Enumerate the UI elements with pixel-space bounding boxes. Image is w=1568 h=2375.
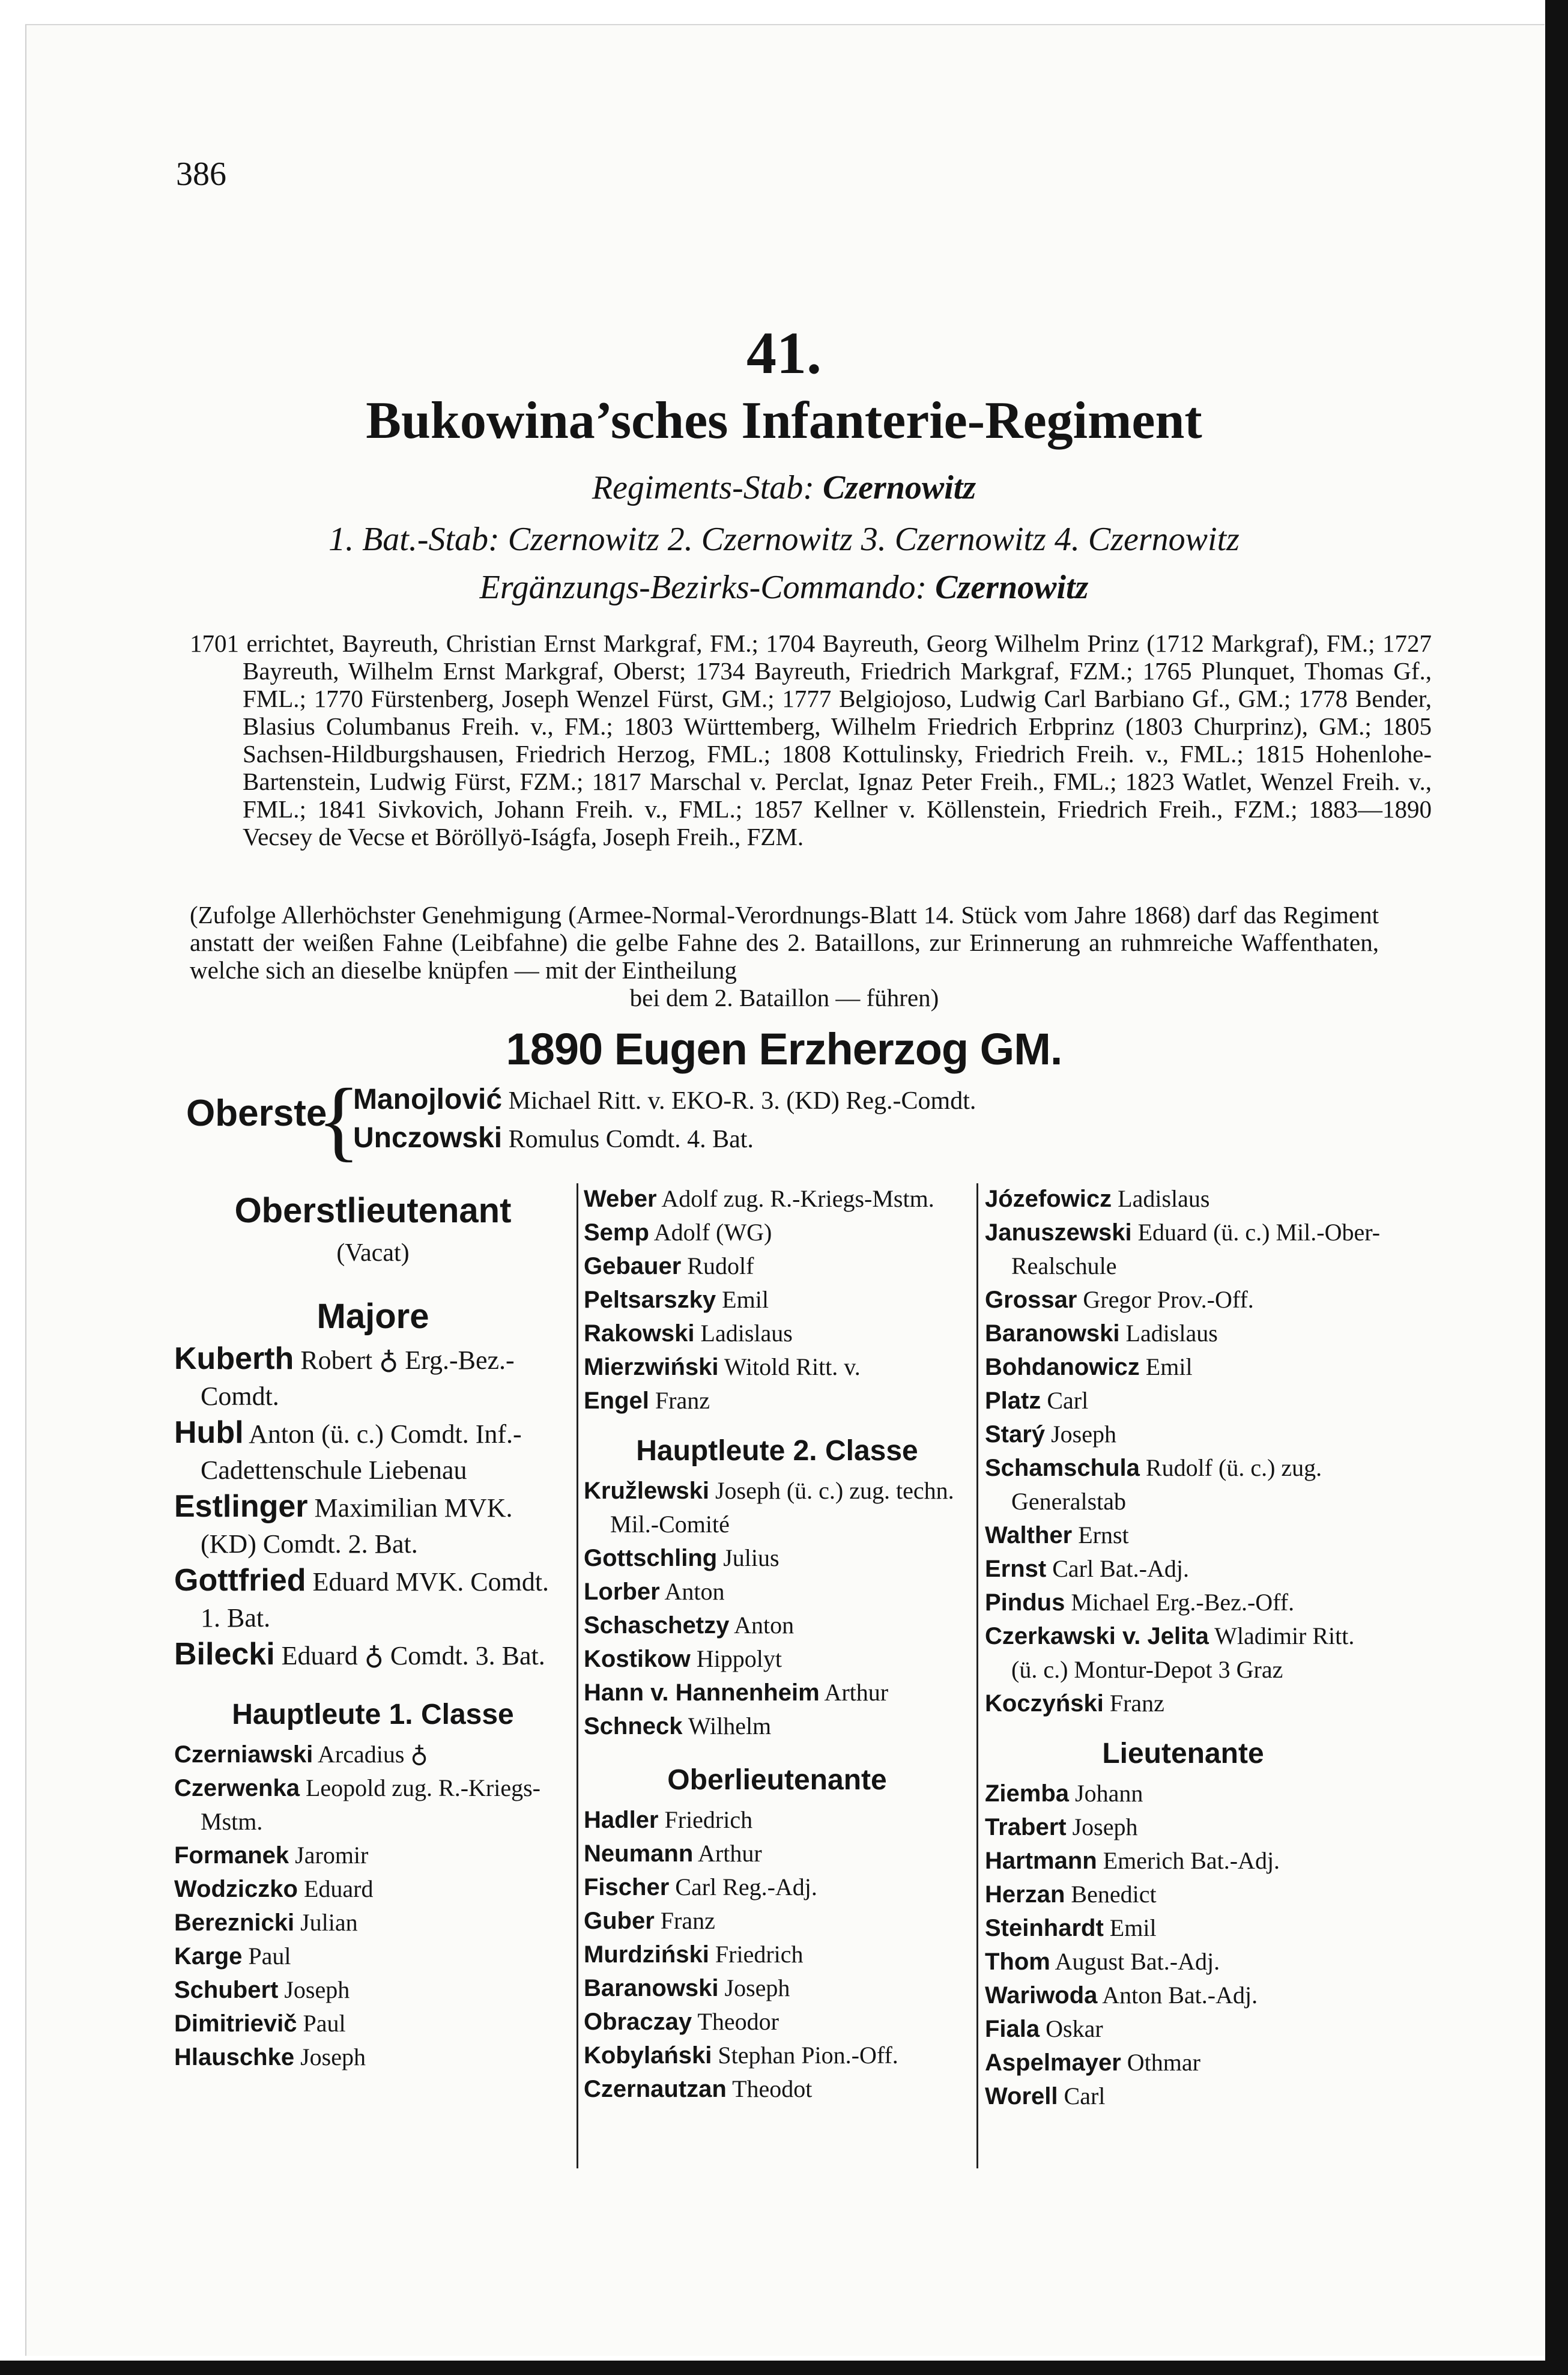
officer-name: Gottfried — [174, 1563, 306, 1598]
officer-details: Joseph (ü. c.) zug. techn. Mil.-Comité — [610, 1477, 954, 1538]
brace-symbol: { — [317, 1070, 360, 1170]
officer-name: Dimitrievič — [174, 2010, 297, 2037]
officer-entry — [985, 1687, 1381, 1720]
officer-entry — [584, 1837, 970, 1870]
officer-details: Theodor — [697, 2008, 779, 2035]
oberst-name: Unczowski — [353, 1122, 503, 1154]
oberst-entry — [353, 1081, 976, 1120]
vacat-note: (Vacat) — [336, 1239, 410, 1267]
officer-name: Czerwenka — [174, 1775, 300, 1801]
officer-details: Rudolf (ü. c.) zug. Generalstab — [1011, 1454, 1322, 1515]
officer-entry — [584, 1575, 970, 1609]
officer-details: Anton Bat.-Adj. — [1102, 1982, 1258, 2009]
officer-name: Neumann — [584, 1840, 694, 1867]
officer-details: Ladislaus — [1118, 1185, 1210, 1212]
page-number: 386 — [176, 156, 226, 193]
officer-name: Januszewski — [985, 1219, 1132, 1246]
officer-entry — [584, 1938, 970, 1971]
officer-entry — [985, 1518, 1381, 1552]
officer-name: Steinhardt — [985, 1915, 1104, 1941]
stab-label: Regiments-Stab: — [592, 469, 814, 506]
officer-details: Carl — [1047, 1387, 1089, 1414]
officer-details: Michael Erg.-Bez.-Off. — [1071, 1589, 1295, 1616]
officer-name: Czernautzan — [584, 2076, 727, 2102]
officer-name: Weber — [584, 1186, 657, 1212]
officer-name: Platz — [985, 1388, 1041, 1414]
officer-entry — [985, 1317, 1381, 1350]
officer-details: Joseph — [284, 1976, 350, 2003]
officer-details: Adolf zug. R.-Kriegs-Mstm. — [661, 1185, 934, 1212]
officer-details: Julian — [300, 1909, 358, 1936]
officer-entry — [174, 1636, 572, 1674]
officer-name: Hartmann — [985, 1848, 1097, 1874]
officer-name: Fischer — [584, 1874, 670, 1900]
lieutenante-list — [985, 1777, 1381, 2113]
officer-entry — [584, 1350, 970, 1384]
officer-details: Paul — [303, 2010, 346, 2037]
officer-name: Formanek — [174, 1842, 289, 1869]
officer-name: Baranowski — [584, 1975, 719, 2001]
officer-name: Schneck — [584, 1713, 683, 1740]
officer-name: Ziemba — [985, 1780, 1070, 1807]
column-middle — [584, 1182, 970, 2106]
officer-details: Ladislaus — [700, 1320, 793, 1347]
section-heading-hauptleute-1: Hauptleute 1. Classe — [232, 1699, 514, 1730]
officer-details: Arthur — [698, 1840, 762, 1867]
oberst-name: Manojlović — [353, 1084, 503, 1115]
officer-name: Kružlewski — [584, 1478, 709, 1504]
officer-entry — [584, 2039, 970, 2072]
officer-entry — [584, 1317, 970, 1350]
officer-details: Hippolyt — [696, 1645, 782, 1672]
officer-entry — [985, 1777, 1381, 1810]
officer-entry — [584, 1870, 970, 1904]
officer-entry — [985, 2046, 1381, 2079]
officer-name: Walther — [985, 1522, 1073, 1548]
ergaenzungs-line — [0, 568, 1568, 607]
officer-details: Eduard MVK. Comdt. 1. Bat. — [201, 1567, 549, 1633]
officer-entry — [985, 2079, 1381, 2113]
officer-entry — [174, 2040, 572, 2074]
officer-entry — [174, 1973, 572, 2007]
officer-entry — [174, 1415, 572, 1488]
officer-details: Emerich Bat.-Adj. — [1103, 1847, 1280, 1874]
officer-name: Hubl — [174, 1415, 244, 1450]
officer-entry — [985, 1979, 1381, 2012]
officer-details: Friedrich — [715, 1941, 804, 1968]
officer-name: Gebauer — [584, 1253, 682, 1279]
regiment-number: 41. — [746, 320, 822, 386]
officer-details: Arthur — [824, 1679, 889, 1706]
officer-details: Stephan Pion.-Off. — [718, 2042, 898, 2069]
officer-name: Hann v. Hannenheim — [584, 1679, 820, 1706]
officer-entry — [985, 1182, 1381, 1216]
section-heading-lieutenante: Lieutenante — [1102, 1738, 1264, 1770]
oberlieutenante-list — [584, 1803, 970, 2106]
officer-details: Carl — [1064, 2082, 1106, 2110]
officer-name: Thom — [985, 1949, 1050, 1975]
officer-details: Friedrich — [664, 1806, 753, 1833]
section-heading-majore: Majore — [316, 1297, 429, 1336]
officer-entry — [985, 1216, 1381, 1283]
oberst-entry — [353, 1120, 976, 1158]
officer-details: Oskar — [1046, 2015, 1103, 2042]
officer-details: Paul — [248, 1943, 291, 1970]
officer-details: Ernst — [1078, 1521, 1129, 1548]
officer-entry — [584, 1384, 970, 1418]
officer-entry — [584, 1642, 970, 1676]
officer-entry — [584, 1182, 970, 1216]
section-heading-hauptleute-2: Hauptleute 2. Classe — [636, 1435, 918, 1467]
officer-entry — [174, 1771, 572, 1839]
flag-note-last-line: bei dem 2. Bataillon — führen) — [629, 984, 939, 1012]
officer-name: Kobylański — [584, 2042, 712, 2069]
officer-name: Karge — [174, 1943, 243, 1970]
flag-note — [190, 901, 1379, 1012]
officer-name: Hadler — [584, 1807, 659, 1833]
officer-entry — [985, 1384, 1381, 1418]
officer-name: Aspelmayer — [985, 2049, 1121, 2076]
officer-name: Czerkawski v. Jelita — [985, 1623, 1209, 1649]
regiment-history: 1701 errichtet, Bayreuth, Christian Ernst Markgraf, FM.; 1704 Bayreuth, Georg Wilhelm Prinz (1712 Markgraf), FM.; 1727 Bayreuth, Wilhelm Ernst Markgraf, Oberst; 1734 Bayreuth, Friedrich Markgraf, FZM.; 1765 Plunquet, Thomas Gf., FML.; 1770 Fürstenberg, Joseph Wenzel Fürst, GM.; 1777 Belgiojoso, Ludwig Carl Barbiano Gf., GM.; 1778 Bender, Blasius Columbanus Freih. v., FM.; 1803 Württemberg, Wilhelm Friedrich Erbprinz (1803 Churprinz), GM.; 1805 Sachsen-Hildburgshausen, Friedrich Herzog, FML.; 1808 Kottulinsky, Friedrich Freih. v., FML.; 1815 Hohenlohe-Bartenstein, Ludwig Fürst, FZM.; 1817 Marschal v. Perclat, Ignaz Peter Freih., FML.; 1823 Watlet, Wenzel Freih. v., FML.; 1841 Sivkovich, Johann Freih. v., FML.; 1857 Kellner v. Köllenstein, Friedrich Freih., FZM.; 1883—1890 Vecsey de Vecse et Böröllyö-Iságfa, Joseph Freih., FZM. — [190, 629, 1432, 851]
officer-details: Rudolf — [687, 1252, 754, 1279]
officer-details: Maximilian MVK. (KD) Comdt. 2. Bat. — [201, 1493, 513, 1559]
officer-name: Guber — [584, 1908, 655, 1934]
stab-place: Czernowitz — [822, 469, 976, 506]
officer-name: Ernst — [985, 1556, 1047, 1582]
officer-details: Eduard (ü. c.) Mil.-Ober-Realschule — [1011, 1219, 1381, 1279]
officer-name: Hlauschke — [174, 2044, 295, 2070]
officer-details: Anton (ü. c.) Comdt. Inf.-Cadettenschule Liebenau — [201, 1419, 522, 1485]
oberlieutenante-continued-list — [985, 1182, 1381, 1720]
officer-entry — [584, 1249, 970, 1283]
officer-details: Theodot — [732, 2075, 813, 2102]
officer-entry — [584, 1971, 970, 2005]
officer-details: Arcadius ♁ — [318, 1741, 428, 1768]
officer-name: Murdziński — [584, 1941, 709, 1968]
officer-details: Othmar — [1127, 2049, 1200, 2076]
officer-name: Pindus — [985, 1589, 1065, 1616]
officer-entry — [174, 1488, 572, 1562]
officer-entry — [985, 1451, 1381, 1518]
oberst-details: Michael Ritt. v. EKO-R. 3. (KD) Reg.-Comdt. — [508, 1087, 976, 1115]
officer-details: Joseph — [1051, 1421, 1116, 1448]
officer-name: Wariwoda — [985, 1982, 1098, 2009]
officer-entry — [174, 1940, 572, 1973]
officer-entry — [584, 1676, 970, 1709]
officer-details: Joseph — [1072, 1813, 1138, 1840]
officer-entry — [985, 1844, 1381, 1878]
officer-entry — [584, 2005, 970, 2039]
hauptleute-1-continued-list — [584, 1182, 970, 1418]
majore-list — [174, 1341, 572, 1674]
officer-details: Joseph — [300, 2043, 366, 2070]
officer-entry — [174, 1562, 572, 1636]
officer-details: Robert ♁ Erg.-Bez.-Comdt. — [201, 1345, 515, 1411]
officer-entry — [584, 1541, 970, 1575]
oberst-details: Romulus Comdt. 4. Bat. — [508, 1126, 754, 1153]
officer-entry — [584, 1283, 970, 1317]
officer-entry — [584, 2072, 970, 2106]
officer-name: Józefowicz — [985, 1186, 1112, 1212]
erg-place: Czernowitz — [935, 569, 1089, 606]
officer-details: Witold Ritt. v. — [724, 1353, 861, 1380]
officer-name: Bilecki — [174, 1637, 275, 1672]
officer-name: Grossar — [985, 1287, 1077, 1313]
officer-entry — [985, 1878, 1381, 1911]
officer-details: Anton — [734, 1612, 795, 1639]
officer-details: Johann — [1075, 1780, 1143, 1807]
officer-name: Estlinger — [174, 1489, 308, 1524]
officer-entry — [985, 1283, 1381, 1317]
officer-entry — [174, 1341, 572, 1415]
officer-entry — [584, 1904, 970, 1938]
officer-details: Anton — [664, 1578, 725, 1605]
officer-details: Eduard — [303, 1875, 374, 1902]
oberste-label: Oberste — [186, 1093, 327, 1134]
officer-entry — [985, 1552, 1381, 1586]
officer-entry — [174, 1872, 572, 1906]
officer-entry — [985, 1911, 1381, 1945]
erg-label: Ergänzungs-Bezirks-Commando: — [479, 569, 927, 606]
officer-name: Mierzwiński — [584, 1354, 719, 1380]
officer-name: Fiala — [985, 2016, 1040, 2042]
officer-details: Jaromir — [295, 1842, 369, 1869]
officer-entry — [174, 2007, 572, 2040]
section-heading-oberlieutenante: Oberlieutenante — [667, 1764, 887, 1796]
officer-name: Bereznicki — [174, 1909, 295, 1936]
officer-name: Obraczay — [584, 2009, 692, 2035]
officer-name: Schamschula — [985, 1455, 1140, 1481]
column-divider — [577, 1183, 578, 2168]
officer-name: Kuberth — [174, 1341, 294, 1376]
column-divider — [976, 1183, 978, 2168]
officer-entry — [985, 1945, 1381, 1979]
regiment-title: Bukowina’sches Infanterie-Regiment — [366, 392, 1202, 450]
officer-name: Rakowski — [584, 1320, 695, 1347]
officer-name: Starý — [985, 1421, 1046, 1448]
officer-details: Ladislaus — [1125, 1320, 1218, 1347]
officer-name: Worell — [985, 2083, 1058, 2110]
hauptleute-2-list — [584, 1474, 970, 1743]
officer-entry — [584, 1216, 970, 1249]
officer-name: Gottschling — [584, 1545, 718, 1571]
officer-details: Carl Bat.-Adj. — [1052, 1555, 1189, 1582]
officer-name: Herzan — [985, 1881, 1065, 1908]
officer-name: Czerniawski — [174, 1741, 313, 1768]
officer-entry — [584, 1474, 970, 1541]
officer-name: Engel — [584, 1388, 649, 1414]
regiment-owner: 1890 Eugen Erzherzog GM. — [506, 1024, 1062, 1074]
column-right — [985, 1182, 1381, 2113]
officer-details: Franz — [660, 1907, 715, 1934]
officer-name: Trabert — [985, 1814, 1067, 1840]
officer-entry — [985, 1810, 1381, 1844]
officer-entry — [985, 1350, 1381, 1384]
scan-border-bottom — [0, 2361, 1568, 2375]
officer-details: Benedict — [1071, 1881, 1157, 1908]
officer-details: Emil — [1145, 1353, 1193, 1380]
officer-name: Koczyński — [985, 1690, 1104, 1717]
section-heading-oberstlieutenant: Oberstlieutenant — [234, 1191, 512, 1230]
officer-details: Adolf (WG) — [653, 1219, 772, 1246]
officer-name: Schubert — [174, 1977, 279, 2003]
officer-name: Semp — [584, 1219, 649, 1246]
officer-details: Emil — [1109, 1914, 1157, 1941]
battalion-staff-line: 1. Bat.-Stab: Czernowitz 2. Czernowitz 3. Czernowitz 4. Czernowitz — [328, 521, 1240, 558]
officer-details: Emil — [722, 1286, 769, 1313]
column-left — [174, 1182, 572, 2074]
officer-details: Julius — [723, 1544, 779, 1571]
officer-details: August Bat.-Adj. — [1055, 1948, 1220, 1975]
oberste-list — [353, 1081, 976, 1158]
officer-name: Schaschetzy — [584, 1612, 730, 1639]
officer-details: Franz — [1109, 1690, 1164, 1717]
officer-name: Kostikow — [584, 1646, 691, 1672]
flag-note-body: (Zufolge Allerhöchster Genehmigung (Armee-Normal-Verordnungs-Blatt 14. Stück vom Jahre 1868) darf das Regiment anstatt der weißen Fahne (Leibfahne) die gelbe Fahne des 2. Bataillons, zur Erinnerung an ruhmreiche Waffenthaten, welche sich an dieselbe knüpfen — mit der Eintheilung — [190, 901, 1379, 984]
officer-details: Carl Reg.-Adj. — [675, 1873, 817, 1900]
officer-details: Franz — [655, 1387, 710, 1414]
officer-entry — [174, 1906, 572, 1940]
officer-details: Wilhelm — [688, 1712, 772, 1740]
officer-entry — [584, 1609, 970, 1642]
officer-entry — [584, 1803, 970, 1837]
officer-name: Wodziczko — [174, 1876, 298, 1902]
officer-name: Baranowski — [985, 1320, 1120, 1347]
officer-details: Eduard ♁ Comdt. 3. Bat. — [281, 1641, 545, 1670]
officer-name: Bohdanowicz — [985, 1354, 1140, 1380]
officer-details: Joseph — [724, 1974, 790, 2001]
regiments-stab-line — [0, 469, 1568, 507]
officer-entry — [174, 1839, 572, 1872]
officer-name: Lorber — [584, 1579, 660, 1605]
officer-details: Gregor Prov.-Off. — [1083, 1286, 1254, 1313]
officer-entry — [584, 1709, 970, 1743]
officer-name: Peltsarszky — [584, 1287, 716, 1313]
hauptleute-1-list — [174, 1738, 572, 2074]
officer-entry — [985, 1586, 1381, 1619]
officer-entry — [174, 1738, 572, 1771]
officer-details: Wladimir Ritt. (ü. c.) Montur-Depot 3 Graz — [1011, 1622, 1355, 1683]
officer-entry — [985, 1619, 1381, 1687]
officer-details: Leopold zug. R.-Kriegs-Mstm. — [201, 1774, 540, 1835]
officer-entry — [985, 2012, 1381, 2046]
officer-entry — [985, 1418, 1381, 1451]
